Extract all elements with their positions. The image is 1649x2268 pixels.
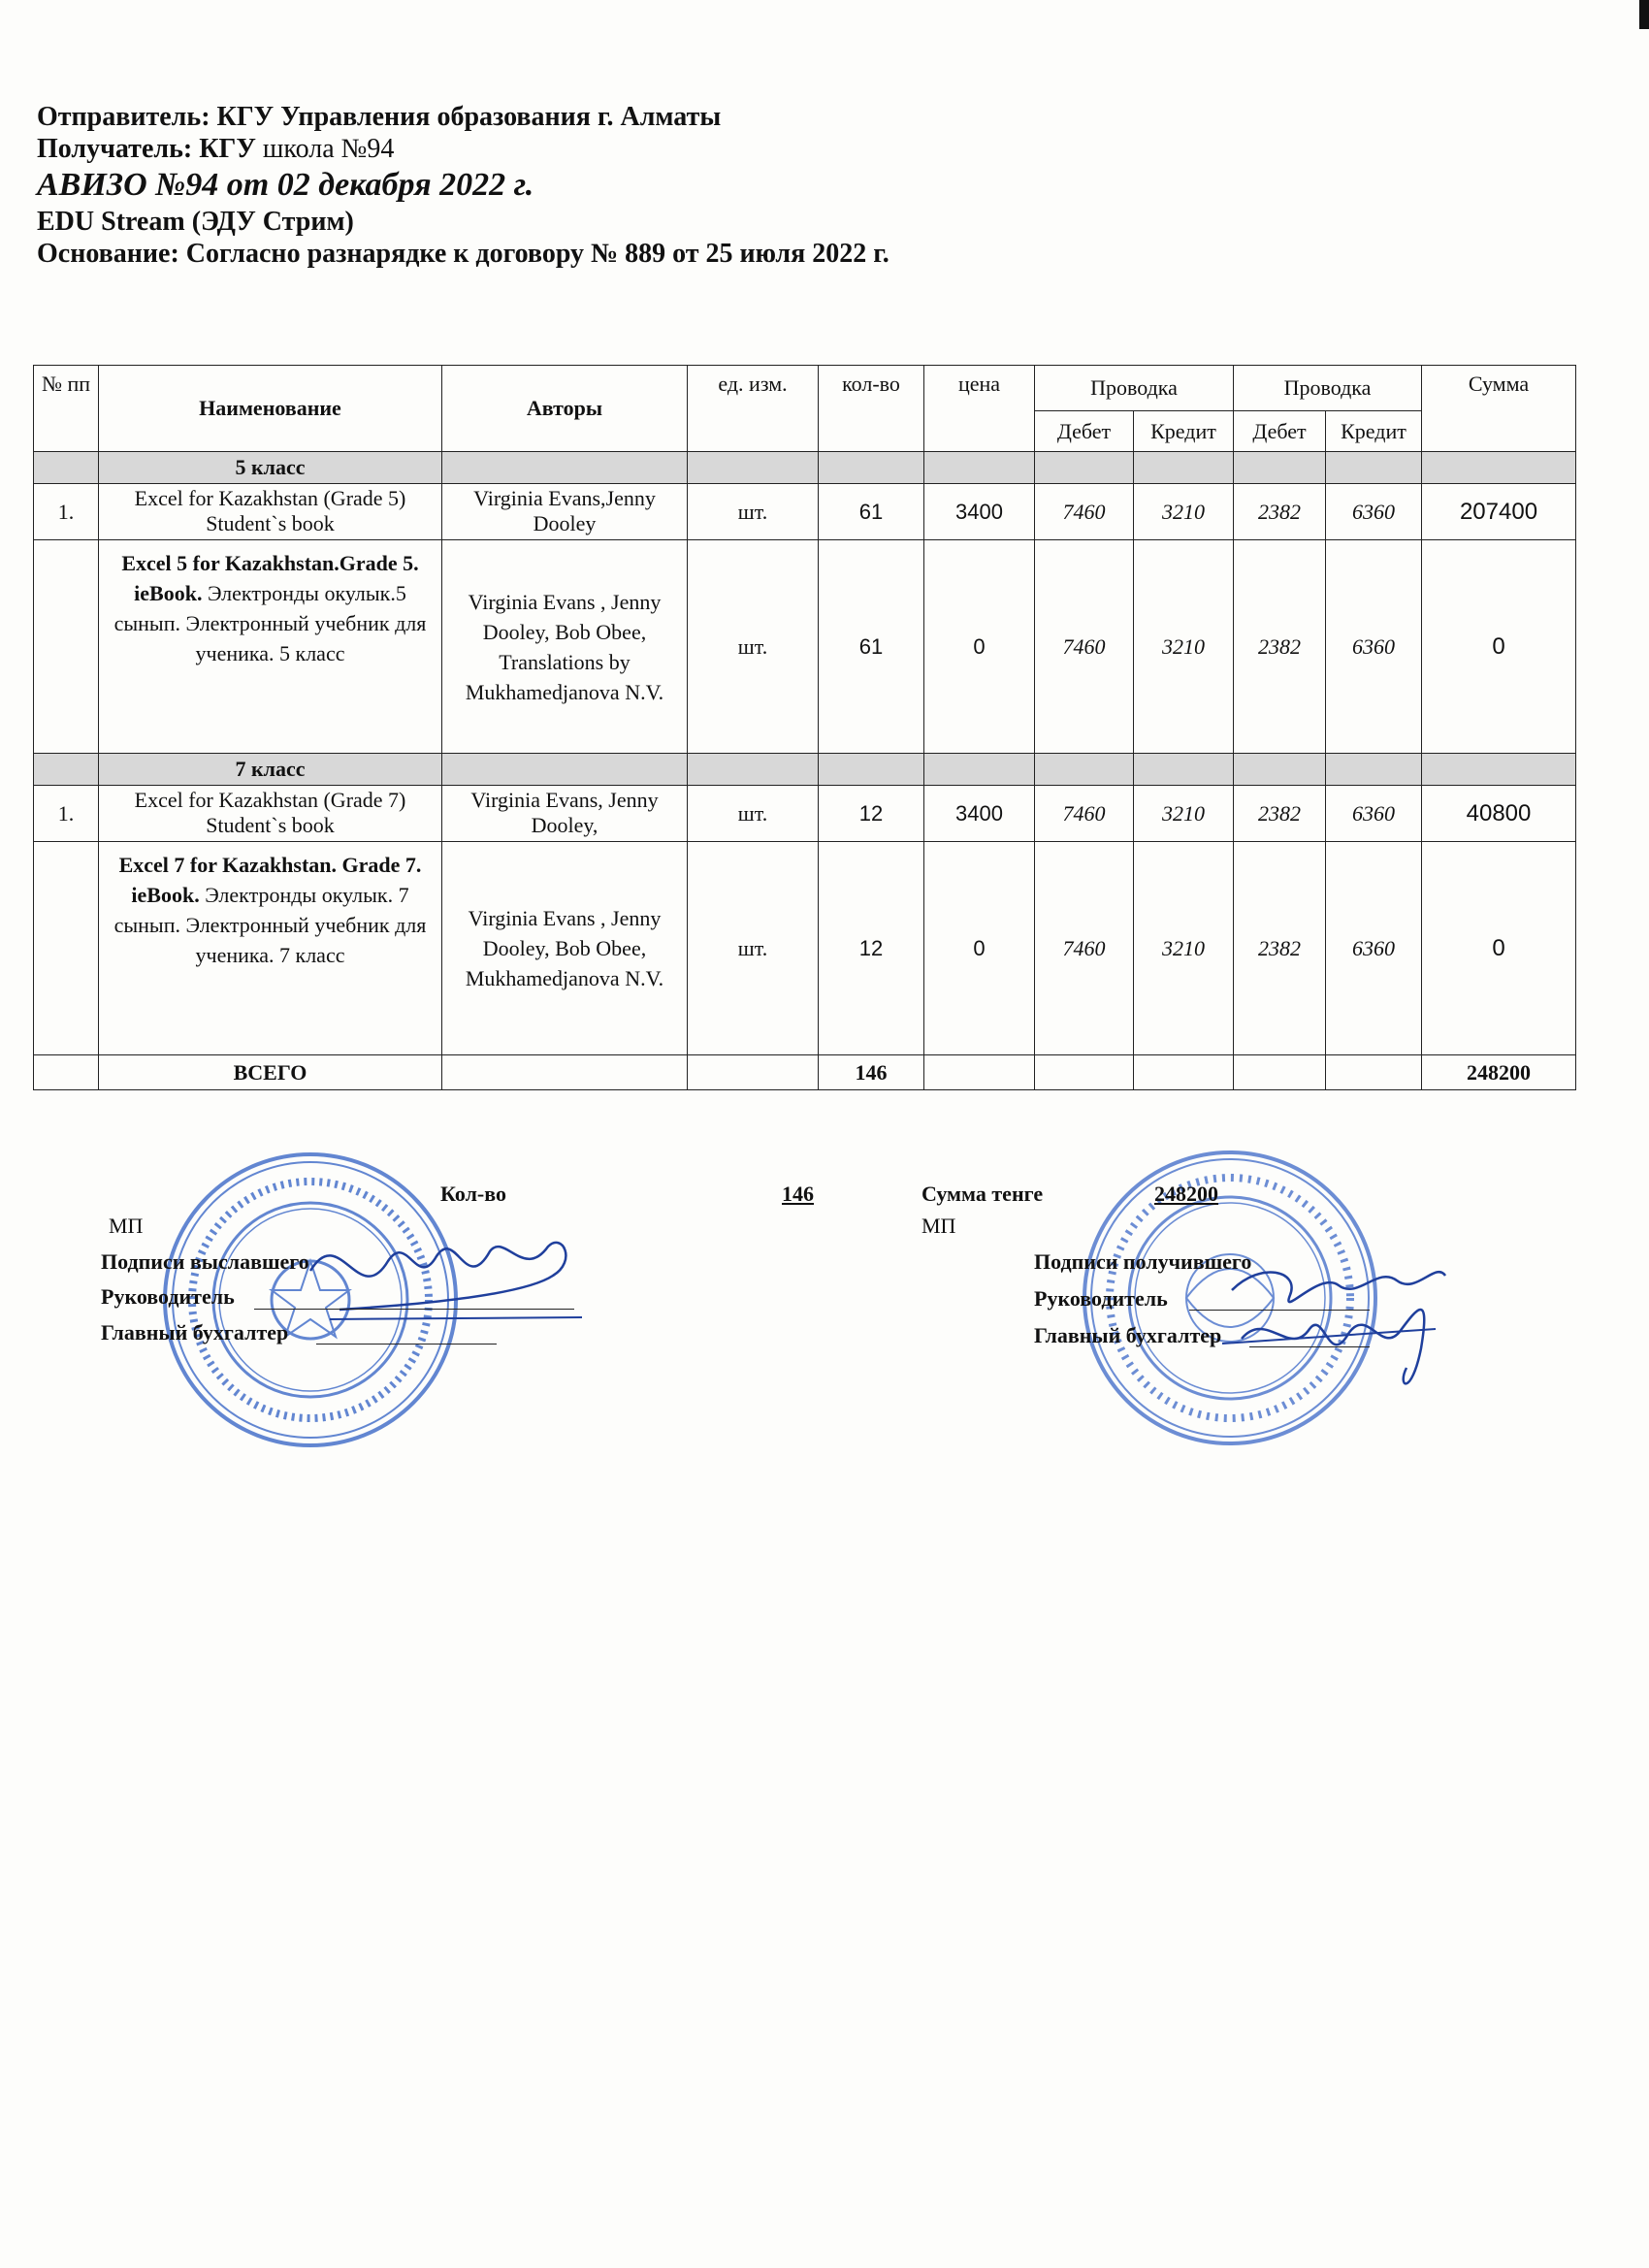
row-authors: Virginia Evans,Jenny Dooley [442,484,688,540]
row-name [99,540,442,754]
recipient-line [37,133,889,165]
section-row-grade-7 [34,754,1576,786]
header-debit-2: Дебет [1234,411,1326,452]
row-sum: 207400 [1422,484,1576,540]
row-num: 1. [34,786,99,842]
table-header-row [34,366,1576,411]
sender-head-signature-line [254,1309,574,1310]
document-header [37,101,889,270]
recipient-prefix: Получатель: КГУ [37,134,263,164]
header-name: Наименование [99,366,442,452]
basis-line: Основание: Согласно разнарядке к договору № 889 от 25 июля 2022 г. [37,239,889,269]
section-label: 5 класс [99,452,442,484]
footer-qty-label: Кол-во [440,1182,506,1206]
row-num [34,540,99,754]
row-name: Excel for Kazakhstan (Grade 5) Student`s book [99,484,442,540]
total-sum: 248200 [1422,1055,1576,1090]
table-row [34,540,1576,754]
row-sum: 40800 [1422,786,1576,842]
row-price: 0 [924,540,1035,754]
row-qty: 12 [819,842,924,1055]
total-row [34,1055,1576,1090]
header-credit-2: Кредит [1326,411,1422,452]
header-posting-1: Проводка [1035,366,1234,411]
header-num: № пп [34,366,99,452]
row-debit-2: 2382 [1234,786,1326,842]
row-name-bold: Excel 5 for Kazakhstan.Grade 5. ieBook. [121,551,419,605]
row-unit: шт. [688,786,819,842]
row-debit-2: 2382 [1234,484,1326,540]
row-name-rest: Электронды окулык. 7 сынып. Электронный учебник для ученика. 7 класс [113,883,427,967]
footer-mp-right: МП [922,1214,956,1238]
row-debit-2: 2382 [1234,540,1326,754]
row-authors: Virginia Evans, Jenny Dooley, [442,786,688,842]
recipient-signature [1212,1251,1455,1407]
header-qty: кол-во [819,366,924,452]
footer-sum-value: 248200 [1154,1182,1218,1206]
table-row [34,842,1576,1055]
total-label: ВСЕГО [99,1055,442,1090]
row-sum: 0 [1422,842,1576,1055]
sender-signatures-label: Подписи выславшего [101,1249,309,1274]
row-sum: 0 [1422,540,1576,754]
row-credit-1: 3210 [1134,842,1234,1055]
recipient-head-signature-line [1189,1310,1370,1311]
header-sum: Сумма [1422,366,1576,452]
footer-qty-value: 146 [782,1182,814,1206]
row-credit-2: 6360 [1326,540,1422,754]
recipient-head-label: Руководитель [1034,1286,1168,1311]
footer-mp-left: МП [109,1214,144,1238]
sender-line: Отправитель: КГУ Управления образования г. Алматы [37,102,722,132]
recipient-school: школа №94 [262,134,395,164]
total-qty: 146 [819,1055,924,1090]
row-credit-2: 6360 [1326,786,1422,842]
sender-accountant-label: Главный бухгалтер [101,1320,289,1345]
row-qty: 61 [819,540,924,754]
row-name [99,842,442,1055]
sender-head-label: Руководитель [101,1284,235,1309]
row-price: 3400 [924,786,1035,842]
scan-edge-mark [1639,0,1649,29]
row-debit-2: 2382 [1234,842,1326,1055]
recipient-signatures-label: Подписи получившего [1034,1249,1252,1274]
header-authors: Авторы [442,366,688,452]
row-qty: 12 [819,786,924,842]
row-debit-1: 7460 [1035,484,1134,540]
row-debit-1: 7460 [1035,842,1134,1055]
row-authors: Virginia Evans , Jenny Dooley, Bob Obee, Mukhamedjanova N.V. [442,842,688,1055]
row-credit-2: 6360 [1326,484,1422,540]
header-unit: ед. изм. [688,366,819,452]
table-row [34,786,1576,842]
row-debit-1: 7460 [1035,786,1134,842]
stream-line: EDU Stream (ЭДУ Стрим) [37,207,354,237]
sender-signature [301,1203,592,1339]
row-num: 1. [34,484,99,540]
row-name-rest: Электронды окулык.5 сынып. Электронный учебник для ученика. 5 класс [113,581,427,665]
row-unit: шт. [688,484,819,540]
row-name-bold: Excel 7 for Kazakhstan. Grade 7. ieBook. [118,853,422,907]
aviso-table [33,365,1576,1090]
header-debit-1: Дебет [1035,411,1134,452]
row-credit-1: 3210 [1134,540,1234,754]
header-posting-2: Проводка [1234,366,1422,411]
row-credit-1: 3210 [1134,484,1234,540]
row-debit-1: 7460 [1035,540,1134,754]
row-credit-2: 6360 [1326,842,1422,1055]
recipient-accountant-label: Главный бухгалтер [1034,1323,1222,1347]
section-row-grade-5 [34,452,1576,484]
row-price: 0 [924,842,1035,1055]
aviso-title: АВИЗО №94 от 02 декабря 2022 г. [37,167,534,203]
footer-sum-label: Сумма тенге [922,1182,1044,1206]
row-authors: Virginia Evans , Jenny Dooley, Bob Obee, Translations by Mukhamedjanova N.V. [442,540,688,754]
row-name: Excel for Kazakhstan (Grade 7) Student`s book [99,786,442,842]
row-credit-1: 3210 [1134,786,1234,842]
section-label: 7 класс [99,754,442,786]
row-num [34,842,99,1055]
row-qty: 61 [819,484,924,540]
row-unit: шт. [688,842,819,1055]
row-unit: шт. [688,540,819,754]
table-row [34,484,1576,540]
header-price: цена [924,366,1035,452]
header-credit-1: Кредит [1134,411,1234,452]
recipient-accountant-signature-line [1249,1346,1370,1347]
sender-accountant-signature-line [316,1344,497,1345]
row-price: 3400 [924,484,1035,540]
